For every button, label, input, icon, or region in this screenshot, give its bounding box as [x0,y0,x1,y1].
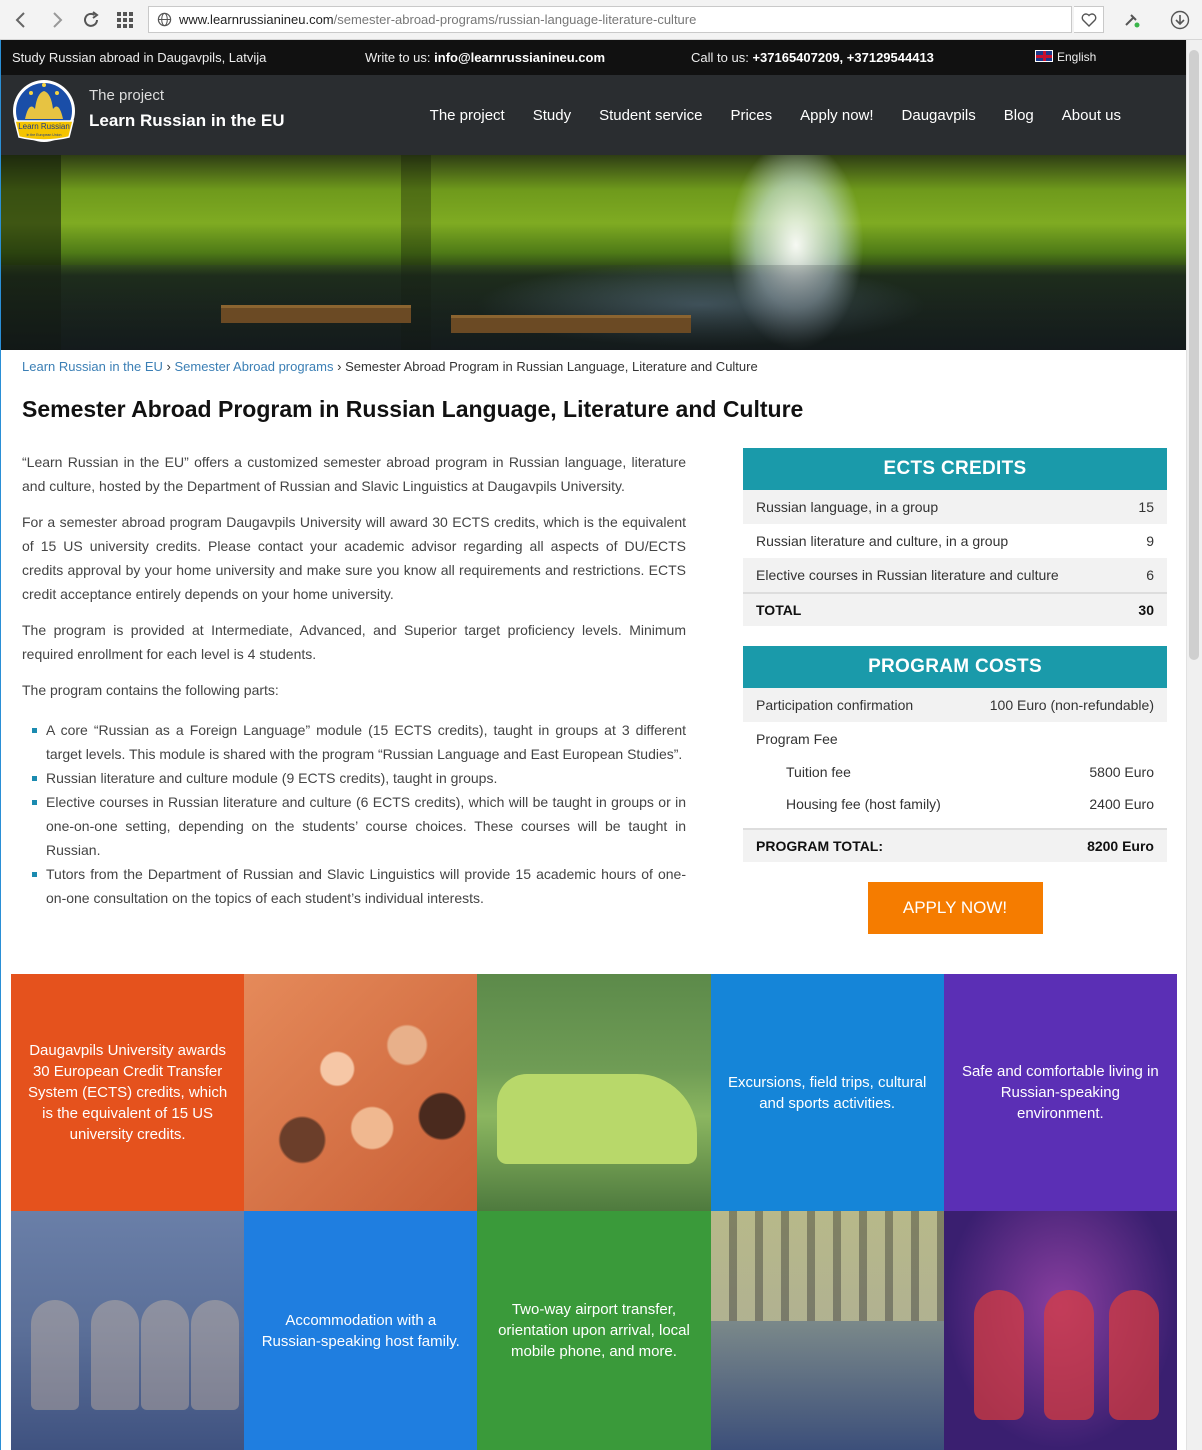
globe-icon [149,12,179,27]
page-title: Semester Abroad Program in Russian Language, Literature and Culture [22,396,804,422]
nav-blog[interactable]: Blog [1003,106,1034,124]
top-info-bar [1,40,1187,75]
email-info: Write to us: info@learnrussianineu.com [365,50,606,65]
program-description [22,450,686,910]
program-parts-list [22,718,686,910]
url-domain: www.learnrussianineu.com [179,12,334,27]
feature-tiles [11,974,1177,1450]
program-costs-table [743,646,1167,862]
extension-button[interactable] [1118,6,1146,33]
download-icon [1170,10,1190,30]
tile-excursions: Excursions, field trips, cultural and sports activities. [711,974,944,1211]
list-item: Elective courses in Russian literature and culture (6 ECTS credits), which will be taught in groups or in one-on-one setting, depending on the students’ course choices. These courses will be taught in Russian. [22,790,686,862]
costs-total-row: PROGRAM TOTAL: 8200 Euro [743,828,1167,862]
breadcrumb: Learn Russian in the EU › Semester Abroad programs › Semester Abroad Program in Russian Language, Literature and Culture [22,359,758,374]
park-bench [451,315,691,333]
site-header [1,75,1187,155]
tile-dancers-photo [944,1211,1177,1450]
logo-emblem-icon [11,79,77,149]
location-text: Study Russian abroad in Daugavpils, Latvija [12,50,267,65]
site-logo[interactable] [11,79,77,149]
page-scrollbar[interactable] [1186,40,1202,1450]
back-arrow-icon [12,11,30,29]
extension-icon [1123,11,1141,29]
nav-apply-now[interactable]: Apply now! [800,106,874,124]
list-item: A core “Russian as a Foreign Language” module (15 ECTS credits), taught in groups at 3 different target levels. This module is shared with the program “Russian Language and East European Studies”. [22,718,686,766]
tile-host-family-photo [11,1211,244,1450]
table-row: Participation confirmation 100 Euro (non-refundable) [743,688,1167,722]
brand-tagline: The project [89,87,165,104]
heart-icon [1081,12,1097,28]
table-row: Program Fee [756,731,838,747]
tile-students-photo [244,974,477,1211]
forward-button[interactable] [40,4,74,36]
apply-now-button[interactable]: APPLY NOW! [868,882,1043,934]
web-page [0,40,1202,1450]
tile-safe-living: Safe and comfortable living in Russian-speaking environment. [944,974,1177,1211]
table-row: Russian language, in a group 15 [743,490,1167,524]
intro-paragraph: “Learn Russian in the EU” offers a customized semester abroad program in Russian language, literature and culture, hosted by the Department of Russian and Slavic Linguistics at Daugavpils University. [22,454,686,494]
phone-info: Call to us: +37165407209, +37129544413 [691,50,934,65]
ects-total-row: TOTAL 30 [743,592,1167,626]
nav-student-service[interactable]: Student service [599,106,703,124]
table-row: Tuition fee 5800 Euro [786,764,1154,780]
tile-taxi-photo [477,974,710,1211]
costs-title: PROGRAM COSTS [743,646,1167,688]
breadcrumb-semester-abroad[interactable]: Semester Abroad programs [174,359,334,374]
download-button[interactable] [1166,6,1194,33]
tile-university-photo [711,1211,944,1450]
park-bench [221,305,411,323]
svg-text:Learn Russian: Learn Russian [18,122,70,131]
breadcrumb-home[interactable]: Learn Russian in the EU [22,359,163,374]
nav-the-project[interactable]: The project [429,106,505,124]
nav-daugavpils[interactable]: Daugavpils [901,106,976,124]
phone-numbers[interactable]: +37165407209, +37129544413 [752,50,934,65]
nav-about-us[interactable]: About us [1061,106,1121,124]
reload-button[interactable] [74,4,108,36]
ects-title: ECTS CREDITS [743,448,1167,490]
table-row: Russian literature and culture, in a group 9 [756,533,1154,549]
ects-credits-table [743,448,1167,626]
svg-text:in the European Union: in the European Union [26,133,62,137]
email-link[interactable]: info@learnrussianineu.com [434,50,606,65]
address-bar[interactable] [148,6,1072,33]
main-navigation [416,75,1187,155]
reload-icon [82,11,100,29]
hero-image-fountain-park [1,155,1187,350]
list-item: Tutors from the Department of Russian and Slavic Linguistics will provide 15 academic hours of one-on-one consultation on the topics of each student’s individual interests. [22,862,686,910]
url-path: /semester-abroad-programs/russian-language-literature-culture [333,12,697,27]
grid-icon [116,11,134,29]
apps-grid-button[interactable] [108,4,142,36]
breadcrumb-current: Semester Abroad Program in Russian Language, Literature and Culture [345,359,758,374]
tile-accommodation: Accommodation with a Russian-speaking host family. [244,1211,477,1450]
back-button[interactable] [4,4,38,36]
table-row: Elective courses in Russian literature and culture 6 [743,558,1167,592]
uk-flag-icon [1035,50,1053,62]
main-content [1,350,1187,974]
nav-prices[interactable]: Prices [730,106,773,124]
tile-airport-transfer: Two-way airport transfer, orientation upon arrival, local mobile phone, and more. [477,1211,710,1450]
list-item: Russian literature and culture module (9 ECTS credits), taught in groups. [22,766,686,790]
table-row: Housing fee (host family) 2400 Euro [786,796,1154,812]
scroll-thumb[interactable] [1189,50,1199,660]
credits-paragraph: For a semester abroad program Daugavpils University will award 30 ECTS credits, which is the equivalent of 15 US university credits. Please contact your academic advisor regarding all aspects of DU/ECTS credits approval by your home university and make sure you know all requirements and restrictions. ECTS credit acceptance entirely depends on your home university. [22,514,686,602]
levels-paragraph: The program is provided at Intermediate, Advanced, and Superior target proficiency levels. Minimum required enrollment for each level is 4 students. [22,622,686,662]
language-selector[interactable]: English [1035,50,1096,64]
nav-study[interactable]: Study [532,106,572,124]
browser-toolbar [0,0,1202,40]
tile-ects-credits: Daugavpils University awards 30 European Credit Transfer System (ECTS) credits, which is the equivalent of 15 US university credits. [11,974,244,1211]
parts-intro: The program contains the following parts: [22,682,279,698]
bookmark-button[interactable] [1074,6,1104,33]
sidebar [743,448,1167,934]
brand-name[interactable]: Learn Russian in the EU [89,111,285,130]
forward-arrow-icon [48,11,66,29]
